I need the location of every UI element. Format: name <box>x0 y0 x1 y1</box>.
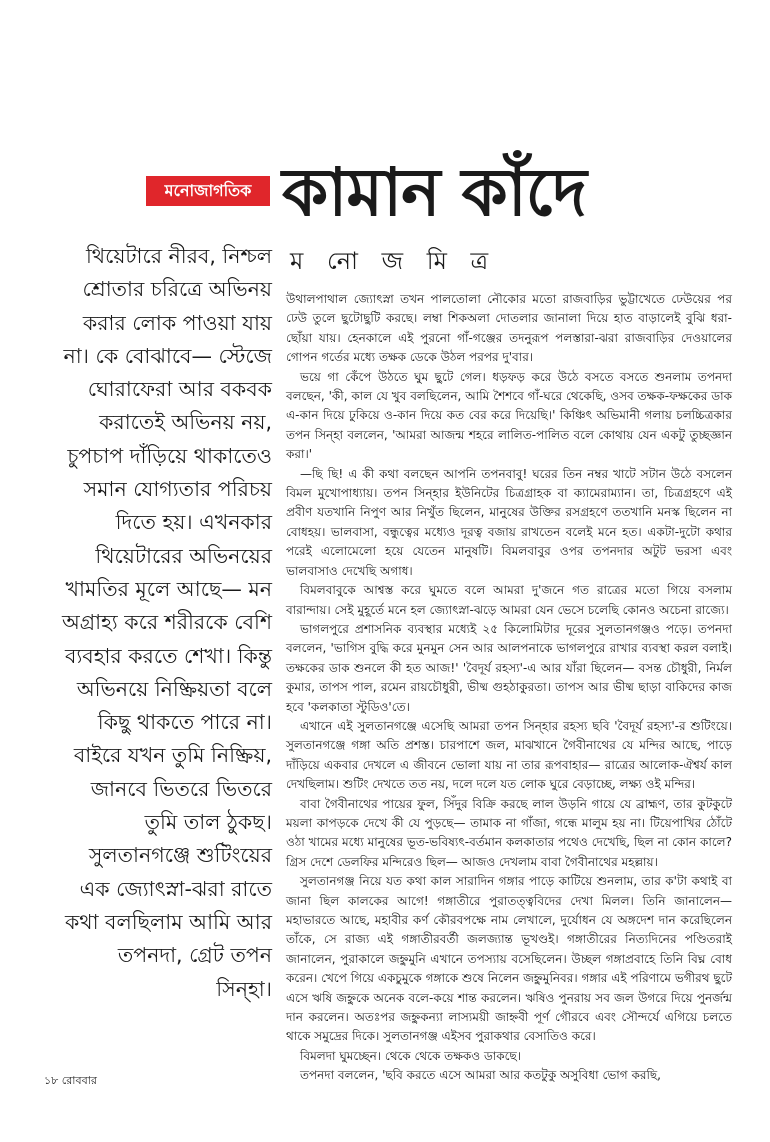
paragraph: বাবা গৈবীনাথের পায়ের ফুল, সিঁদুর বিক্রি করছে লাল উড়নি গায়ে যে ব্রাহ্মণ, তার কুটকুটে ময়লা কাপড়কে দেখে কী যে পুড়ছে— তামাক না গাঁজা, গন্ধে মালুম হয় না। টিয়েপাখির ঠোঁটে ওঠা খামের মধ্যে মানুষের ভূত-ভবিষ্যৎ-বর্তমান কলকাতার পথেও দেখেছি, ছিল না কোন কালে? গ্রিস দেশে ডেলফির মন্দিরেও ছিল— আজও দেখলাম বাবা গৈবীনাথের মহল্লায়। <box>286 796 732 869</box>
section-tag: মনোজাগতিক <box>146 176 270 206</box>
paragraph: বিমলবাবুকে আশ্বস্ত করে ঘুমতে বলে আমরা দু'জনে গত রাত্রের মতো গিয়ে বসলাম বারান্দায়। সেই মুহূর্তে মনে হল জ্যোৎস্না-ঝড়ে আমরা যেন ভেসে চলেছি কোনও অচেনা রাজ্যে। <box>286 583 732 617</box>
paragraph: তপনদা বললেন, 'ছবি করতে এসে আমরা আর কতটুকু অসুবিধা ভোগ করছি, <box>300 1068 661 1083</box>
paragraph: সুলতানগঞ্জ নিয়ে যত কথা কাল সারাদিন গঙ্গার পাড়ে কাটিয়ে শুনলাম, তার ক'টা কথাই বা জানা ছিল কালকের আগে! গঙ্গাতীরে পুরাতত্ত্ববিদের দেখা মিলল। তিনি জানালেন— মহাভারতে আছে, মহাবীর কর্ণ কৌরবপক্ষে নাম লেখালে, দুর্যোধন যে অঙ্গদেশ দান করেছিলেন তাঁকে, সে রাজ্য এই গঙ্গাতীরবর্তী জলজ্যান্ত ভূখণ্ডই। গঙ্গাতীরের নিত্যদিনের পণ্ডিতরাই জানালেন, পুরাকালে জহ্নুমুনি এখানে তপস্যায় বসেছিলেন। উচ্ছল গঙ্গাপ্রবাহে তিনি বিঘ্ন বোধ করেন। খেপে গিয়ে একচুমুকে গঙ্গাকে শুষে নিলেন জহ্নুমুনিবর। গঙ্গার এই পরিণামে ভগীরথ ছুটে এসে ঋষি জহ্নুকে অনেক বলে-কয়ে শান্ত করলেন। ঋষিও পুনরায় সব জল উগরে দিয়ে পুনর্জন্ম দান করলেন। অতঃপর জহ্নুকন্যা লাস্যময়ী জাহ্নবী পূর্ণ গৌরবে এবং সৌন্দর্যে এগিয়ে চলতে থাকে সমুদ্রের দিকে। সুলতানগঞ্জ এইসব পুরাকথার বেসাতিও করে। <box>286 874 732 1044</box>
page-footer: ১৮ রোববার <box>44 1074 97 1087</box>
paragraph: এখানে এই সুলতানগঞ্জে এসেছি আমরা তপন সিন্হার রহস্য ছবি 'বৈদূর্য রহস্য'-র শুটিংয়ে। সুলতানগঞ্জে গঙ্গা অতি প্রশস্ত। চারপাশে জল, মাঝখানে গৈবীনাথের যে মন্দির আছে, পাড়ে দাঁড়িয়ে একবার দেখলে এ জীবনে ভোলা যায় না তার রূপবাহার— রাত্রের আলোক-ঐশ্বর্য কাল দেখছিলাম। শুটিং দেখতে তত নয়, দলে দলে যত লোক ঘুরে বেড়াচ্ছে, লক্ষ্য ওই মন্দির। <box>286 718 732 792</box>
paragraph: —ছি ছি! এ কী কথা বলছেন আপনি তপনবাবু! ঘরের তিন নম্বর খাটে সটান উঠে বসলেন বিমল মুখোপাধ্যায়। তপন সিন্হার ইউনিটের চিত্রগ্রাহক বা ক্যামেরাম্যান। তা, চিত্রগ্রহণে এই প্রবীণ যতখানি নিপুণ আর নিখুঁত ছিলেন, মানুষের উক্তির রসগ্রহণে ততখানি মনস্ক ছিলেন না বোধহয়। ভালবাসা, বন্ধুত্বের মধ্যেও দূরত্ব বজায় রাখতেন বলেই মনে হত। একটা-দুটো কথার পরেই এলোমেলো হয়ে যেতেন মানুষটি। বিমলবাবুর ওপর তপনদার অটুট ভরসা এবং ভালবাসাও দেখেছি অগাধ। <box>286 466 732 578</box>
paragraph: ভয়ে গা কেঁপে উঠতে ঘুম ছুটে গেল। ধড়ফড় করে উঠে বসতে বসতে শুনলাম তপনদা বলছেন, 'কী, কাল যে খুব বলছিলেন, আমি শৈশবে গাঁ-ঘরে থেকেছি, ওসব তক্ষক-ফক্ষকের ডাক এ-কান দিয়ে ঢুকিয়ে ও-কান দিয়ে কত বের করে দিয়েছি।' কিঞ্চিৎ অভিমানী গলায় চলচ্চিত্রকার তপন সিন্হা বললেন, 'আমরা আজন্ম শহরে লালিত-পালিত বলে কোথায় যেন একটু তুচ্ছজ্ঞান করা।' <box>286 369 732 462</box>
article-body <box>286 290 732 1086</box>
article-title: কামান কাঁদে <box>282 154 586 231</box>
paragraph: উথালপাথাল জ্যোৎস্না তখন পালতোলা নৌকোর মতো রাজবাড়ির ভুট্টাখেতে ঢেউয়ের পর ঢেউ তুলে ছুটোছুটি করছে। লম্বা শিকঅলা দোতলার জানালা দিয়ে হাত বাড়ালেই বুঝি ধরা-ছোঁয়া যায়। হেনকালে এই পুরনো গাঁ-গঞ্জের তদনুরূপ পলস্তারা-ঝরা রাজবাড়ির দেওয়ালের গোপন গর্তের মধ্যে তক্ষক ডেকে উঠল পরপর দু'বার। <box>286 292 732 365</box>
pull-quote: থিয়েটারে নীরব, নিশ্চল শ্রোতার চরিত্রে অভিনয় করার লোক পাওয়া যায় না। কে বোঝাবে— স্টেজে ঘোরাফেরা আর বকবক করাতেই অভিনয় নয়, চুপচাপ দাঁড়িয়ে থাকাতেও সমান যোগ্যতার পরিচয় দিতে হয়। এখনকার থিয়েটারের অভিনয়ের খামতির মূলে আছে— মন অগ্রাহ্য করে শরীরকে বেশি ব্যবহার করতে শেখা। কিন্তু অভিনয়ে নিষ্ক্রিয়তা বলে কিছু থাকতে পারে না। বাইরে যখন তুমি নিষ্ক্রিয়, জানবে ভিতরে ভিতরে তুমি তাল ঠুকছ। সুলতানগঞ্জে শুটিংয়ের এক জ্যোৎস্না-ঝরা রাতে কথা বলছিলাম আমি আর তপনদা, গ্রেট তপন সিন্হা। <box>61 244 272 1001</box>
author-name: ম নো জ মি ত্র <box>290 247 497 275</box>
paragraph: বিমলদা ঘুমচ্ছেন। থেকে থেকে তক্ষকও ডাকছে। <box>300 1048 522 1063</box>
paragraph: ভাগলপুরে প্রশাসনিক ব্যবস্থার মধ্যেই ২৫ কিলোমিটার দূরের সুলতানগঞ্জও পড়ে। তপনদা বললেন, 'ভাগিস বুদ্ধি করে মুনমুন সেন আর আলপনাকে ভাগলপুরে রাখার ব্যবস্থা করল বলাই। তক্ষকের ডাক শুনলে কী হত আজ!' 'বৈদূর্য রহস্য'-এ আর যাঁরা ছিলেন— বসন্ত চৌধুরী, নির্মল কুমার, তাপস পাল, রমেন রায়চৌধুরী, ভীষ্ম গুহঠাকুরতা। তাপস আর ভীষ্ম ছাড়া বাকিদের কাজ হবে 'কলকাতা স্টুডিও'তে। <box>286 621 732 714</box>
